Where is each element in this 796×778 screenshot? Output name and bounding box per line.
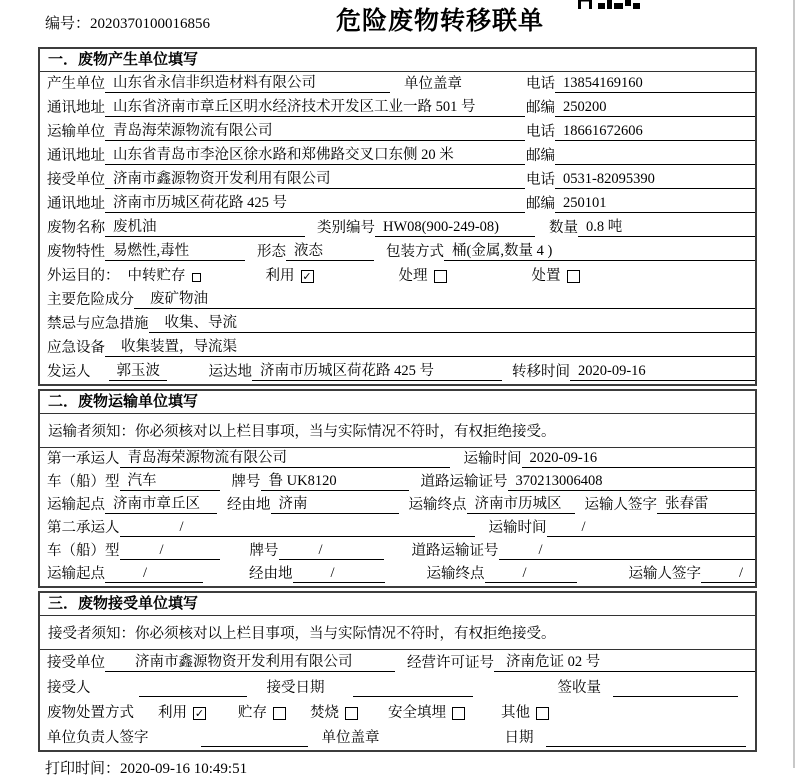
sender-label: 发运人	[47, 364, 91, 380]
permit-value: 济南危证 02 号	[494, 650, 755, 672]
start-value: 济南市章丘区	[105, 492, 217, 514]
row-vehicle-1	[40, 471, 755, 494]
row-route-1	[40, 494, 755, 517]
first-carrier-label: 第一承运人	[47, 451, 120, 467]
waste-character-label: 废物特性	[47, 244, 105, 260]
unit-seal-label: 单位盖章	[404, 76, 462, 92]
plate-label: 牌号	[249, 543, 279, 559]
quantity-label: 数量	[549, 220, 578, 236]
transport-unit-value: 青岛海荣源物流有限公司	[105, 119, 525, 141]
use-label: 利用	[265, 268, 295, 284]
zip-value: 250200	[555, 99, 755, 117]
zip-label: 邮编	[526, 148, 555, 164]
purpose-label: 外运目的：	[47, 268, 120, 284]
waste-name-value: 废机油	[105, 215, 305, 237]
row-receiver-address	[40, 192, 755, 216]
road-license-value: 370213006408	[508, 473, 756, 491]
serial-value: 2020370100016856	[90, 16, 211, 32]
row-main-hazard	[40, 288, 755, 312]
address-label: 通讯地址	[47, 196, 105, 212]
phone-label: 电话	[526, 172, 555, 188]
equipment-value: 收集装置，导流渠	[105, 335, 755, 357]
hazard-label: 主要危险成分	[47, 292, 134, 308]
via-label: 经由地	[249, 566, 293, 582]
first-carrier-value: 青岛海荣源物流有限公司	[120, 446, 450, 468]
via-value: /	[293, 565, 385, 583]
row-waste-name	[40, 216, 755, 240]
zip-value: 250101	[555, 195, 755, 213]
use-label: 利用	[158, 705, 187, 721]
receiver-notice: 接受者须知：你必须核对以上栏目事项，当与实际情况不符时，有权拒绝接受。	[40, 616, 755, 650]
address-label: 通讯地址	[47, 148, 105, 164]
packing-value: 桶(金属,数量 4 )	[444, 239, 755, 261]
treat-checkbox	[434, 270, 447, 283]
category-code-label: 类别编号	[317, 220, 375, 236]
section-transporter-header: 二．废物运输单位填写	[40, 391, 755, 414]
row-transport-unit	[40, 120, 755, 144]
waste-name-label: 废物名称	[47, 220, 105, 236]
treat-label: 处理	[398, 268, 428, 284]
packing-label: 包装方式	[386, 244, 444, 260]
plate-value: 鲁 UK8120	[261, 469, 409, 491]
burn-label: 焚烧	[310, 705, 339, 721]
via-label: 经由地	[227, 497, 271, 513]
receive-unit-value: 济南市鑫源物资开发利用有限公司	[105, 650, 395, 672]
unit-seal-label: 单位盖章	[321, 730, 380, 746]
vehicle-type-label: 车（船）型	[47, 474, 120, 490]
transporter-notice: 运输者须知：你必须核对以上栏目事项，当与实际情况不符时，有权拒绝接受。	[40, 414, 755, 448]
plate-value: /	[279, 542, 384, 560]
carrier-sign-label: 运输人签字	[628, 566, 701, 582]
transport-time-label: 运输时间	[488, 520, 547, 536]
road-license-label: 道路运输证号	[411, 543, 499, 559]
dispose-label: 处置	[531, 268, 561, 284]
section-receiver	[38, 591, 757, 752]
store-checkbox	[273, 707, 286, 720]
receive-date-label: 接受日期	[266, 680, 325, 696]
carrier-sign-value: 张春雷	[657, 492, 755, 514]
dispose-checkbox	[567, 270, 580, 283]
phone-value: 13854169160	[555, 75, 755, 93]
end-label: 运输终点	[426, 566, 485, 582]
other-checkbox	[536, 707, 549, 720]
waste-character-value: 易燃性,毒性	[105, 239, 245, 261]
start-label: 运输起点	[47, 566, 105, 582]
disposal-method-label: 废物处置方式	[47, 705, 134, 721]
window-right-edge	[793, 0, 795, 768]
transport-unit-label: 运输单位	[47, 124, 105, 140]
phone-value: 0531-82095390	[555, 171, 755, 189]
carrier-sign-label: 运输人签字	[584, 497, 657, 513]
receive-unit-label: 接受单位	[47, 655, 105, 671]
zip-value	[555, 148, 755, 165]
section-transporter	[38, 389, 757, 588]
quantity-value: 0.8 吨	[578, 215, 755, 237]
date-value	[546, 730, 746, 747]
row-second-carrier	[40, 517, 755, 540]
use-checkbox: ✓	[194, 707, 205, 720]
taboo-value: 收集、导流	[149, 311, 756, 333]
phone-label: 电话	[526, 76, 555, 92]
destination-value: 济南市历城区荷花路 425 号	[252, 359, 502, 381]
hazard-value: 废矿物油	[134, 287, 755, 309]
phone-value: 18661672606	[555, 123, 755, 141]
start-label: 运输起点	[47, 497, 105, 513]
transport-time-value: /	[547, 519, 756, 537]
plate-label: 牌号	[231, 474, 261, 490]
store-label: 贮存	[238, 705, 267, 721]
landfill-checkbox	[452, 707, 465, 720]
vehicle-type-value: /	[120, 542, 220, 560]
road-license-value: /	[499, 542, 756, 560]
print-time-value: 2020-09-16 10:49:51	[120, 761, 248, 777]
use-checkbox: ✓	[302, 270, 312, 283]
row-vehicle-2	[40, 540, 755, 563]
burn-checkbox	[345, 707, 358, 720]
leader-sign-value	[201, 730, 308, 747]
row-produce-unit	[40, 72, 755, 96]
qr-code-fragment	[578, 0, 640, 9]
permit-label: 经营许可证号	[407, 655, 494, 671]
receive-unit-value: 济南市鑫源物资开发利用有限公司	[105, 167, 525, 189]
row-taboo-measures	[40, 312, 755, 336]
equipment-label: 应急设备	[47, 340, 105, 356]
receive-date-value	[353, 680, 473, 697]
section-producer	[38, 47, 757, 386]
row-sender	[40, 360, 755, 384]
row-receive-unit	[40, 168, 755, 192]
row-receive-unit	[40, 650, 755, 675]
landfill-label: 安全填埋	[388, 705, 446, 721]
zip-label: 邮编	[526, 196, 555, 212]
produce-unit-label: 产生单位	[47, 76, 105, 92]
leader-sign-label: 单位负责人签字	[47, 730, 149, 746]
row-waste-character	[40, 240, 755, 264]
print-time-label: 打印时间：	[45, 761, 121, 777]
second-carrier-value: /	[120, 519, 475, 537]
page-title: 危险废物转移联单	[336, 8, 545, 35]
second-carrier-label: 第二承运人	[47, 520, 120, 536]
receiver-value	[139, 680, 247, 697]
serial-number	[45, 12, 210, 33]
start-value: /	[105, 565, 203, 583]
end-label: 运输终点	[408, 497, 467, 513]
row-transporter-address	[40, 144, 755, 168]
transfer-time-label: 转移时间	[512, 364, 570, 380]
transport-time-value: 2020-09-16	[522, 450, 756, 468]
address-value: 山东省济南市章丘区明水经济技术开发区工业一路 501 号	[105, 95, 525, 117]
receiver-label: 接受人	[47, 680, 91, 696]
road-license-label: 道路运输证号	[420, 474, 508, 490]
end-value: /	[485, 565, 577, 583]
section-receiver-header: 三．废物接受单位填写	[40, 593, 755, 616]
address-value: 山东省青岛市李沧区徐水路和郑佛路交叉口东侧 20 米	[105, 143, 525, 165]
row-route-2	[40, 563, 755, 586]
carrier-sign-value: /	[701, 565, 755, 583]
produce-unit-value: 山东省永信非织造材料有限公司	[105, 71, 390, 93]
other-label: 其他	[501, 705, 530, 721]
destination-label: 运达地	[208, 364, 252, 380]
via-value: 济南	[271, 492, 399, 514]
receive-unit-label: 接受单位	[47, 172, 105, 188]
address-label: 通讯地址	[47, 100, 105, 116]
vehicle-type-value: 汽车	[120, 469, 220, 491]
sign-qty-label: 签收量	[557, 680, 601, 696]
row-receiver-person	[40, 675, 755, 700]
address-value: 济南市历城区荷花路 425 号	[105, 191, 525, 213]
transfer-storage-checkbox	[192, 273, 201, 282]
vehicle-type-label: 车（船）型	[47, 543, 120, 559]
serial-label: 编号：	[45, 16, 91, 32]
row-emergency-equipment	[40, 336, 755, 360]
phone-label: 电话	[526, 124, 555, 140]
row-disposal-method	[40, 700, 755, 725]
row-producer-address	[40, 96, 755, 120]
section-producer-header: 一．废物产生单位填写	[40, 49, 755, 72]
sign-qty-value	[613, 680, 738, 697]
transport-time-label: 运输时间	[463, 451, 522, 467]
transfer-time-value: 2020-09-16	[570, 363, 755, 381]
category-code-value: HW08(900-249-08)	[375, 219, 535, 237]
date-label: 日期	[504, 730, 534, 746]
row-leader-sign	[40, 725, 755, 750]
row-outbound-purpose	[40, 264, 755, 288]
transfer-storage-label: 中转贮存	[127, 268, 186, 284]
sender-value: 郭玉波	[109, 359, 167, 381]
row-first-carrier	[40, 448, 755, 471]
form-label: 形态	[257, 244, 286, 260]
taboo-label: 禁忌与应急措施	[47, 316, 149, 332]
end-value: 济南市历城区	[467, 492, 575, 514]
document-header	[0, 0, 796, 47]
form-value: 液态	[286, 239, 374, 261]
zip-label: 邮编	[526, 100, 555, 116]
